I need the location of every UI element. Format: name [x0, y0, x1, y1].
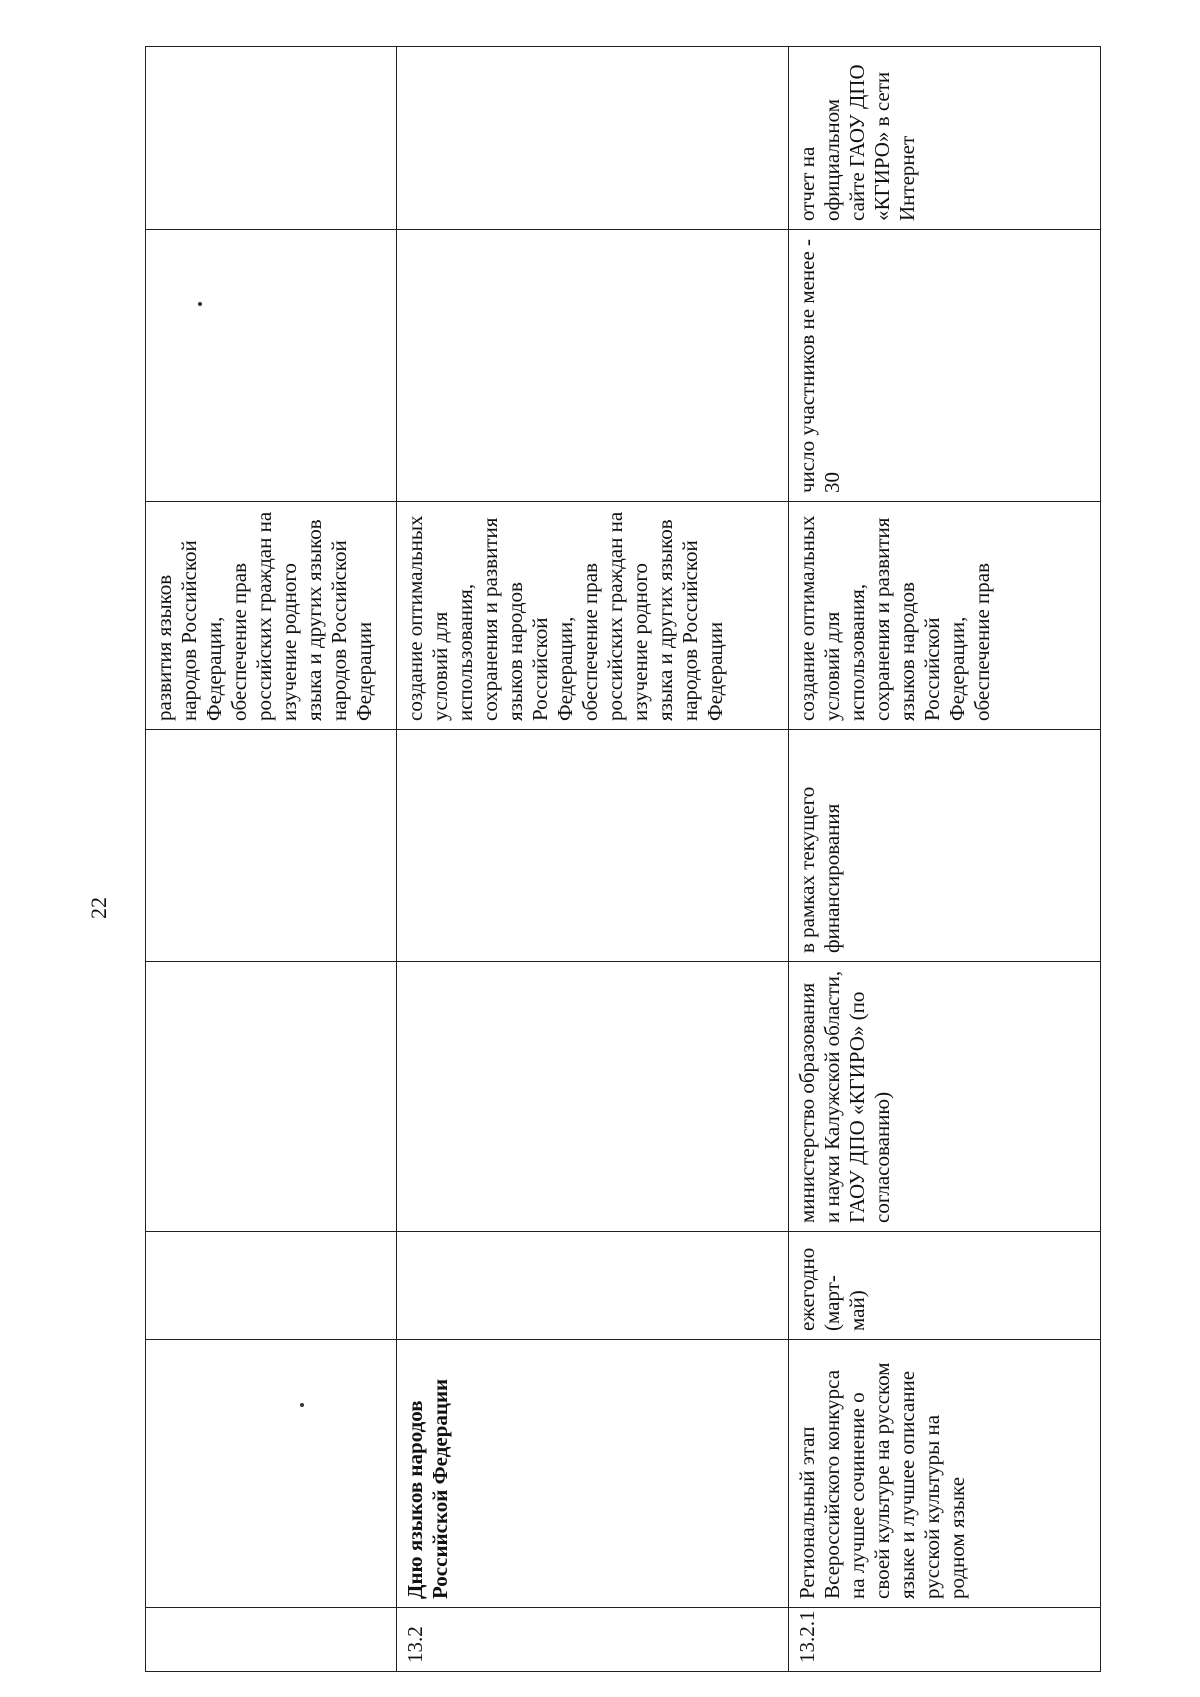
cell-name: Дню языков народов Российской Федерации: [397, 1340, 789, 1608]
cell-finance: [146, 730, 397, 962]
table-row: [397, 47, 789, 1672]
cell-indicator: [397, 230, 789, 502]
cell-num: 13.2.1: [789, 1608, 1101, 1672]
activities-table: [145, 46, 1101, 1672]
table-row: [146, 47, 397, 1672]
cell-result: развития языков народов Российской Федерации, обеспечение прав российских граждан на изучение родного языка и других языков народов Российской Федерации: [146, 502, 397, 730]
table-row: [789, 47, 1101, 1672]
cell-control: отчет на официальном сайте ГАОУ ДПО «КГИРО» в сети Интернет: [789, 47, 1101, 230]
cell-control: [146, 47, 397, 230]
cell-period: [397, 1232, 789, 1340]
cell-name: [146, 1340, 397, 1608]
cell-indicator: [146, 230, 397, 502]
cell-period: ежегодно (март-май): [789, 1232, 1101, 1340]
cell-finance: в рамках текущего финансирования: [789, 730, 1101, 962]
cell-name: Региональный этап Всероссийского конкурса на лучшее сочинение о своей культуре на русском языке и лучшее описание русской культуры на родном языке: [789, 1340, 1101, 1608]
page-number: 22: [86, 897, 111, 919]
cell-result: создание оптимальных условий для использования, сохранения и развития языков народов Российской Федерации, обеспечение прав российских граждан на изучение родного языка и других языков народов Российской Федерации: [397, 502, 789, 730]
cell-period: [146, 1232, 397, 1340]
rotated-table-frame: [145, 47, 1100, 1672]
table-wrapper: [145, 47, 1100, 1672]
cell-indicator: число участников не менее - 30: [789, 230, 1101, 502]
cell-finance: [397, 730, 789, 962]
cell-executors: министерство образования и науки Калужской области, ГАОУ ДПО «КГИРО» (по согласованию): [789, 962, 1101, 1232]
cell-num: [146, 1608, 397, 1672]
cell-executors: [397, 962, 789, 1232]
cell-result: создание оптимальных условий для использования, сохранения и развития языков народов Российской Федерации, обеспечение прав: [789, 502, 1101, 730]
cell-executors: [146, 962, 397, 1232]
cell-num: 13.2: [397, 1608, 789, 1672]
cell-control: [397, 47, 789, 230]
